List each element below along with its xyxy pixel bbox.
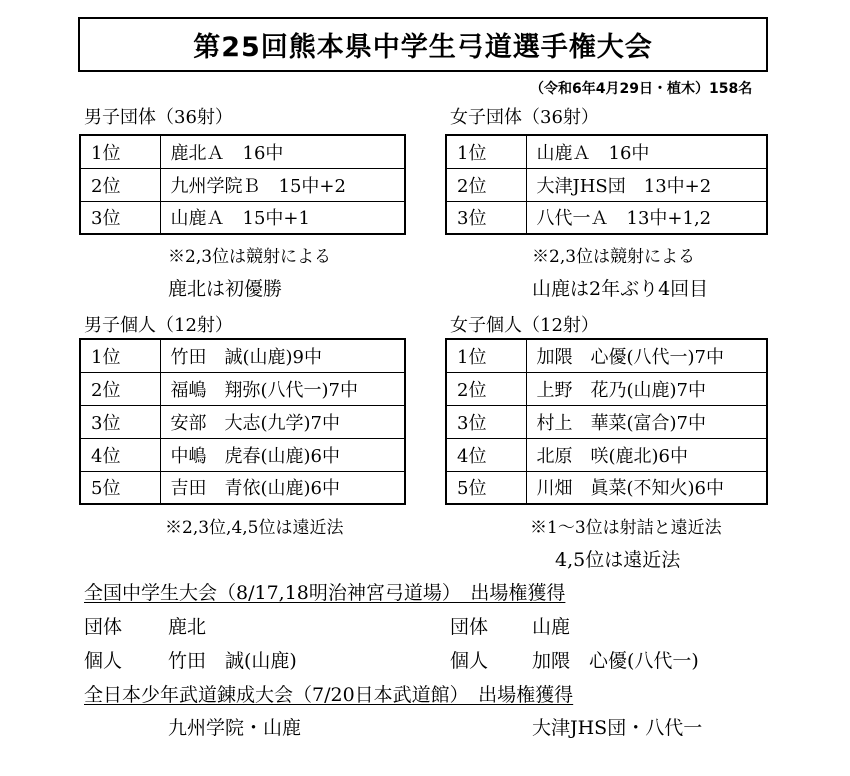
national-team-label-women: 団体 bbox=[450, 616, 489, 638]
rank-cell: 1位 bbox=[80, 339, 160, 372]
national-ind-women: 加隈 心優(八代一) bbox=[532, 650, 699, 672]
national-ind-label-women: 個人 bbox=[450, 650, 489, 672]
table-row bbox=[446, 405, 767, 438]
rank-cell: 2位 bbox=[80, 168, 160, 201]
men-team-heading: 男子団体（36射） bbox=[84, 107, 233, 128]
table-row bbox=[80, 339, 405, 372]
budo-heading: 全日本少年武道錬成大会（7/20日本武道館） 出場権獲得 bbox=[84, 684, 574, 706]
result-cell: 九州学院Ｂ 15中+2 bbox=[160, 168, 405, 201]
result-cell: 上野 花乃(山鹿)7中 bbox=[526, 372, 767, 405]
result-cell: 大津JHS団 13中+2 bbox=[526, 168, 767, 201]
men-team-table bbox=[79, 134, 406, 235]
result-cell: 川畑 眞菜(不知火)6中 bbox=[526, 471, 767, 504]
rank-cell: 3位 bbox=[446, 405, 526, 438]
national-team-women: 山鹿 bbox=[532, 616, 571, 638]
women-ind-heading: 女子個人（12射） bbox=[450, 315, 599, 336]
national-ind-men: 竹田 誠(山鹿) bbox=[168, 650, 297, 672]
result-cell: 加隈 心優(八代一)7中 bbox=[526, 339, 767, 372]
national-ind-label: 個人 bbox=[84, 650, 123, 672]
page-title: 第25回熊本県中学生弓道選手権大会 bbox=[193, 32, 653, 63]
table-row bbox=[80, 201, 405, 234]
table-row bbox=[446, 168, 767, 201]
table-row bbox=[446, 135, 767, 168]
rank-cell: 4位 bbox=[446, 438, 526, 471]
women-team-table bbox=[445, 134, 768, 235]
table-row bbox=[80, 405, 405, 438]
rank-cell: 5位 bbox=[446, 471, 526, 504]
rank-cell: 2位 bbox=[446, 168, 526, 201]
rank-cell: 2位 bbox=[446, 372, 526, 405]
rank-cell: 4位 bbox=[80, 438, 160, 471]
result-cell: 八代一Ａ 13中+1,2 bbox=[526, 201, 767, 234]
rank-cell: 3位 bbox=[446, 201, 526, 234]
result-cell: 吉田 青依(山鹿)6中 bbox=[160, 471, 405, 504]
result-cell: 村上 華菜(富合)7中 bbox=[526, 405, 767, 438]
table-row bbox=[446, 438, 767, 471]
women-ind-note: ※1～3位は射詰と遠近法 bbox=[530, 518, 722, 538]
budo-women: 大津JHS団・八代一 bbox=[532, 717, 703, 739]
table-row bbox=[80, 471, 405, 504]
title-box bbox=[78, 17, 768, 72]
result-cell: 北原 咲(鹿北)6中 bbox=[526, 438, 767, 471]
budo-men: 九州学院・山鹿 bbox=[168, 717, 302, 739]
result-cell: 福嶋 翔弥(八代一)7中 bbox=[160, 372, 405, 405]
table-row bbox=[80, 438, 405, 471]
men-ind-note: ※2,3位,4,5位は遠近法 bbox=[165, 518, 344, 538]
rank-cell: 5位 bbox=[80, 471, 160, 504]
rank-cell: 1位 bbox=[446, 135, 526, 168]
men-team-note2: 鹿北は初優勝 bbox=[168, 278, 283, 300]
result-cell: 山鹿Ａ 16中 bbox=[526, 135, 767, 168]
women-team-heading: 女子団体（36射） bbox=[450, 107, 599, 128]
women-ind-note2: 4,5位は遠近法 bbox=[555, 549, 681, 571]
women-team-note2: 山鹿は2年ぶり4回目 bbox=[532, 278, 709, 300]
result-cell: 安部 大志(九学)7中 bbox=[160, 405, 405, 438]
table-row bbox=[446, 201, 767, 234]
men-ind-heading: 男子個人（12射） bbox=[84, 315, 233, 336]
result-cell: 中嶋 虎春(山鹿)6中 bbox=[160, 438, 405, 471]
national-team-men: 鹿北 bbox=[168, 616, 207, 638]
table-row bbox=[446, 339, 767, 372]
rank-cell: 1位 bbox=[80, 135, 160, 168]
table-row bbox=[446, 372, 767, 405]
rank-cell: 3位 bbox=[80, 405, 160, 438]
table-row bbox=[80, 168, 405, 201]
rank-cell: 3位 bbox=[80, 201, 160, 234]
result-cell: 山鹿Ａ 15中+1 bbox=[160, 201, 405, 234]
women-team-note: ※2,3位は競射による bbox=[532, 247, 696, 267]
table-row bbox=[446, 471, 767, 504]
national-team-label: 団体 bbox=[84, 616, 123, 638]
men-team-note: ※2,3位は競射による bbox=[168, 247, 332, 267]
men-ind-table bbox=[79, 338, 406, 505]
national-heading: 全国中学生大会（8/17,18明治神宮弓道場） 出場権獲得 bbox=[84, 582, 566, 604]
table-row bbox=[80, 372, 405, 405]
result-cell: 鹿北Ａ 16中 bbox=[160, 135, 405, 168]
rank-cell: 2位 bbox=[80, 372, 160, 405]
women-ind-table bbox=[445, 338, 768, 505]
subtitle: （令和6年4月29日・植木）158名 bbox=[530, 81, 753, 97]
table-row bbox=[80, 135, 405, 168]
result-cell: 竹田 誠(山鹿)9中 bbox=[160, 339, 405, 372]
rank-cell: 1位 bbox=[446, 339, 526, 372]
